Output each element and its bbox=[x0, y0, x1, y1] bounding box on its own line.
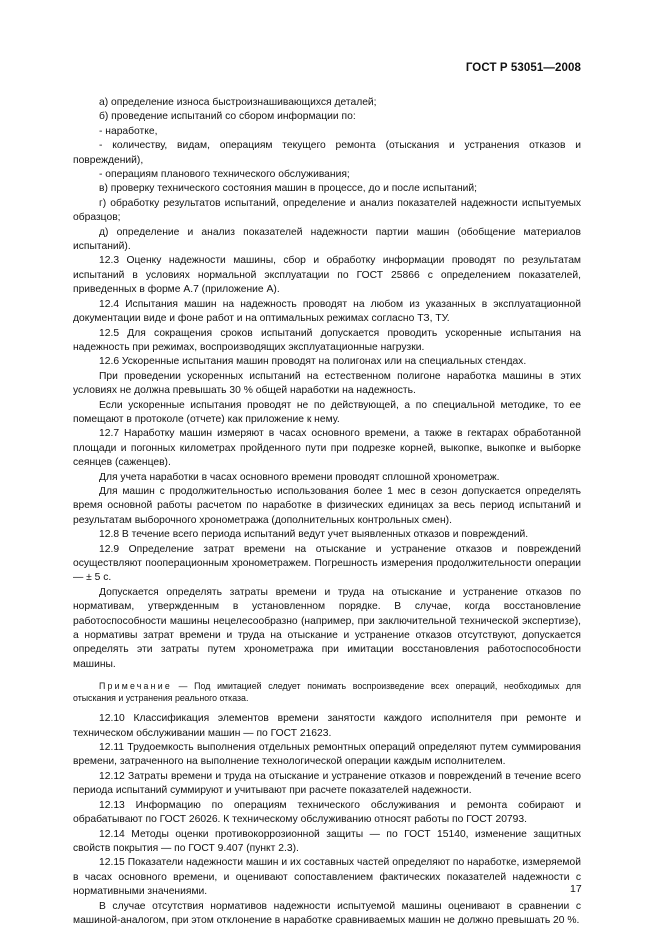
clause-12-13: 12.13 Информацию по операциям технического обслуживания и ремонта собирают и обрабатывают по ГОСТ 26026. К техническому обслуживанию относят работы по ГОСТ 20793. bbox=[73, 799, 581, 826]
document-header: ГОСТ Р 53051—2008 bbox=[465, 62, 581, 74]
list-item-d: д) определение и анализ показателей надежности партии машин (обобщение материалов испытаний). bbox=[73, 226, 581, 253]
note-label: Примечание bbox=[99, 681, 172, 692]
clause-12-9: 12.9 Определение затрат времени на отыскание и устранение отказов и повреждений осуществляют пооперационным хронометражем. Погрешность измерения продолжительности операции — ± 5 с. bbox=[73, 543, 581, 584]
sub-item-current-repair: - количеству, видам, операциям текущего ремонта (отыскания и устранения отказов и повреждений), bbox=[73, 140, 581, 166]
clause-12-11: 12.11 Трудоемкость выполнения отдельных ремонтных операций определяют путем суммирования времени, затраченного на выполнение технологической операции каждым исполнителем. bbox=[73, 742, 581, 768]
list-item-v: в) проверку технического состояния машин в процессе, до и после испытаний; bbox=[99, 183, 478, 195]
sub-item-operating-time: - наработке, bbox=[99, 125, 158, 137]
clause-12-15-para-2: В случае отсутствия нормативов надежности испытуемой машины оценивают в сравнении с машиной-аналогом, при этом отклонение в наработке сравниваемых машин не должно превышать 20 %. bbox=[73, 900, 581, 926]
list-item-b: б) проведение испытаний со сбором информации по: bbox=[99, 111, 356, 123]
clause-12-6-para-2: При проведении ускоренных испытаний на естественном полигоне наработка машины в этих условиях не должна превышать 30 % общей наработки на надежность. bbox=[73, 370, 581, 397]
clause-12-9-para-2: Допускается определять затраты времени и труда на отыскание и устранение отказов по нормативам, утвержденным в установленном порядке. В случае, когда восстановление работоспособности машины нецелесообразно (например, при заключительной технической экспертизе), а нормативы затрат времени и труда на отыскание и устранение отказов отсутствуют, допускается определять эти затраты путем хронометража при имитации восстановления работоспособности машины. bbox=[73, 586, 581, 670]
sub-item-maintenance: - операциям планового технического обслуживания; bbox=[99, 169, 350, 181]
list-item-a: а) определение износа быстроизнашивающихся деталей; bbox=[99, 97, 377, 108]
clause-12-3: 12.3 Оценку надежности машины, сбор и обработку информации проводят по результатам испытаний в условиях нормальной эксплуатации по ГОСТ 25866 с определением показателей, приведенных в форме А.7 (приложение А). bbox=[73, 255, 581, 296]
clause-12-5: 12.5 Для сокращения сроков испытаний допускается проводить ускоренные испытания на надежность при режимах, воспроизводящих эксплуатационные нагрузки. bbox=[73, 327, 581, 353]
clause-12-12: 12.12 Затраты времени и труда на отыскание и устранение отказов и повреждений в течение всего периода испытаний суммируют и учитывают при расчете показателей надежности. bbox=[73, 770, 581, 797]
note-text: — Под имитацией следует понимать воспроизведение всех операций, необходимых для отыскания и устранения реального отказа. bbox=[73, 681, 581, 704]
list-item-g: г) обработку результатов испытаний, определение и анализ показателей надежности испытуемых образцов; bbox=[73, 197, 581, 224]
document-body bbox=[73, 96, 581, 928]
clause-12-6: 12.6 Ускоренные испытания машин проводят на полигонах или на специальных стендах. bbox=[99, 356, 527, 368]
page-number: 17 bbox=[570, 883, 582, 895]
note bbox=[73, 680, 581, 704]
clause-12-7-para-3: Для машин с продолжительностью использования более 1 мес в сезон допускается определять время основной работы расчетом по наработке в физических единицах за весь период испытаний и результатам выборочного хронометража (дополнительных контрольных смен). bbox=[73, 485, 581, 526]
clause-12-10: 12.10 Классификация элементов времени занятости каждого исполнителя при ремонте и техническом обслуживании машин — по ГОСТ 21623. bbox=[73, 713, 581, 739]
clause-12-7-para-2: Для учета наработки в часах основного времени проводят сплошной хронометраж. bbox=[99, 471, 500, 483]
clause-12-4: 12.4 Испытания машин на надежность проводят на любом из указанных в эксплуатационной документации виде и фоне работ и на оптимальных режимах согласно ТЗ, ТУ. bbox=[73, 298, 581, 325]
clause-12-6-para-3: Если ускоренные испытания проводят не по действующей, а по специальной методике, то ее помещают в протоколе (отчете) как приложение к нему. bbox=[73, 399, 581, 425]
clause-12-14: 12.14 Методы оценки противокоррозионной защиты — по ГОСТ 15140, изменение защитных свойств покрытия — по ГОСТ 9.407 (пункт 2.3). bbox=[73, 828, 581, 854]
clause-12-8: 12.8 В течение всего периода испытаний ведут учет выявленных отказов и повреждений. bbox=[99, 529, 529, 541]
clause-12-7: 12.7 Наработку машин измеряют в часах основного времени, а также в гектарах обработанной площади и погонных километрах пройденного пути при подрезке корней, выкопке, выкопке и выборке сеянцев (саженцев). bbox=[73, 428, 581, 469]
clause-12-15: 12.15 Показатели надежности машин и их составных частей определяют по наработке, измеряемой в часах основного времени, и оценивают сопоставлением фактических показателей надежности с нормативными значениями. bbox=[73, 857, 581, 898]
